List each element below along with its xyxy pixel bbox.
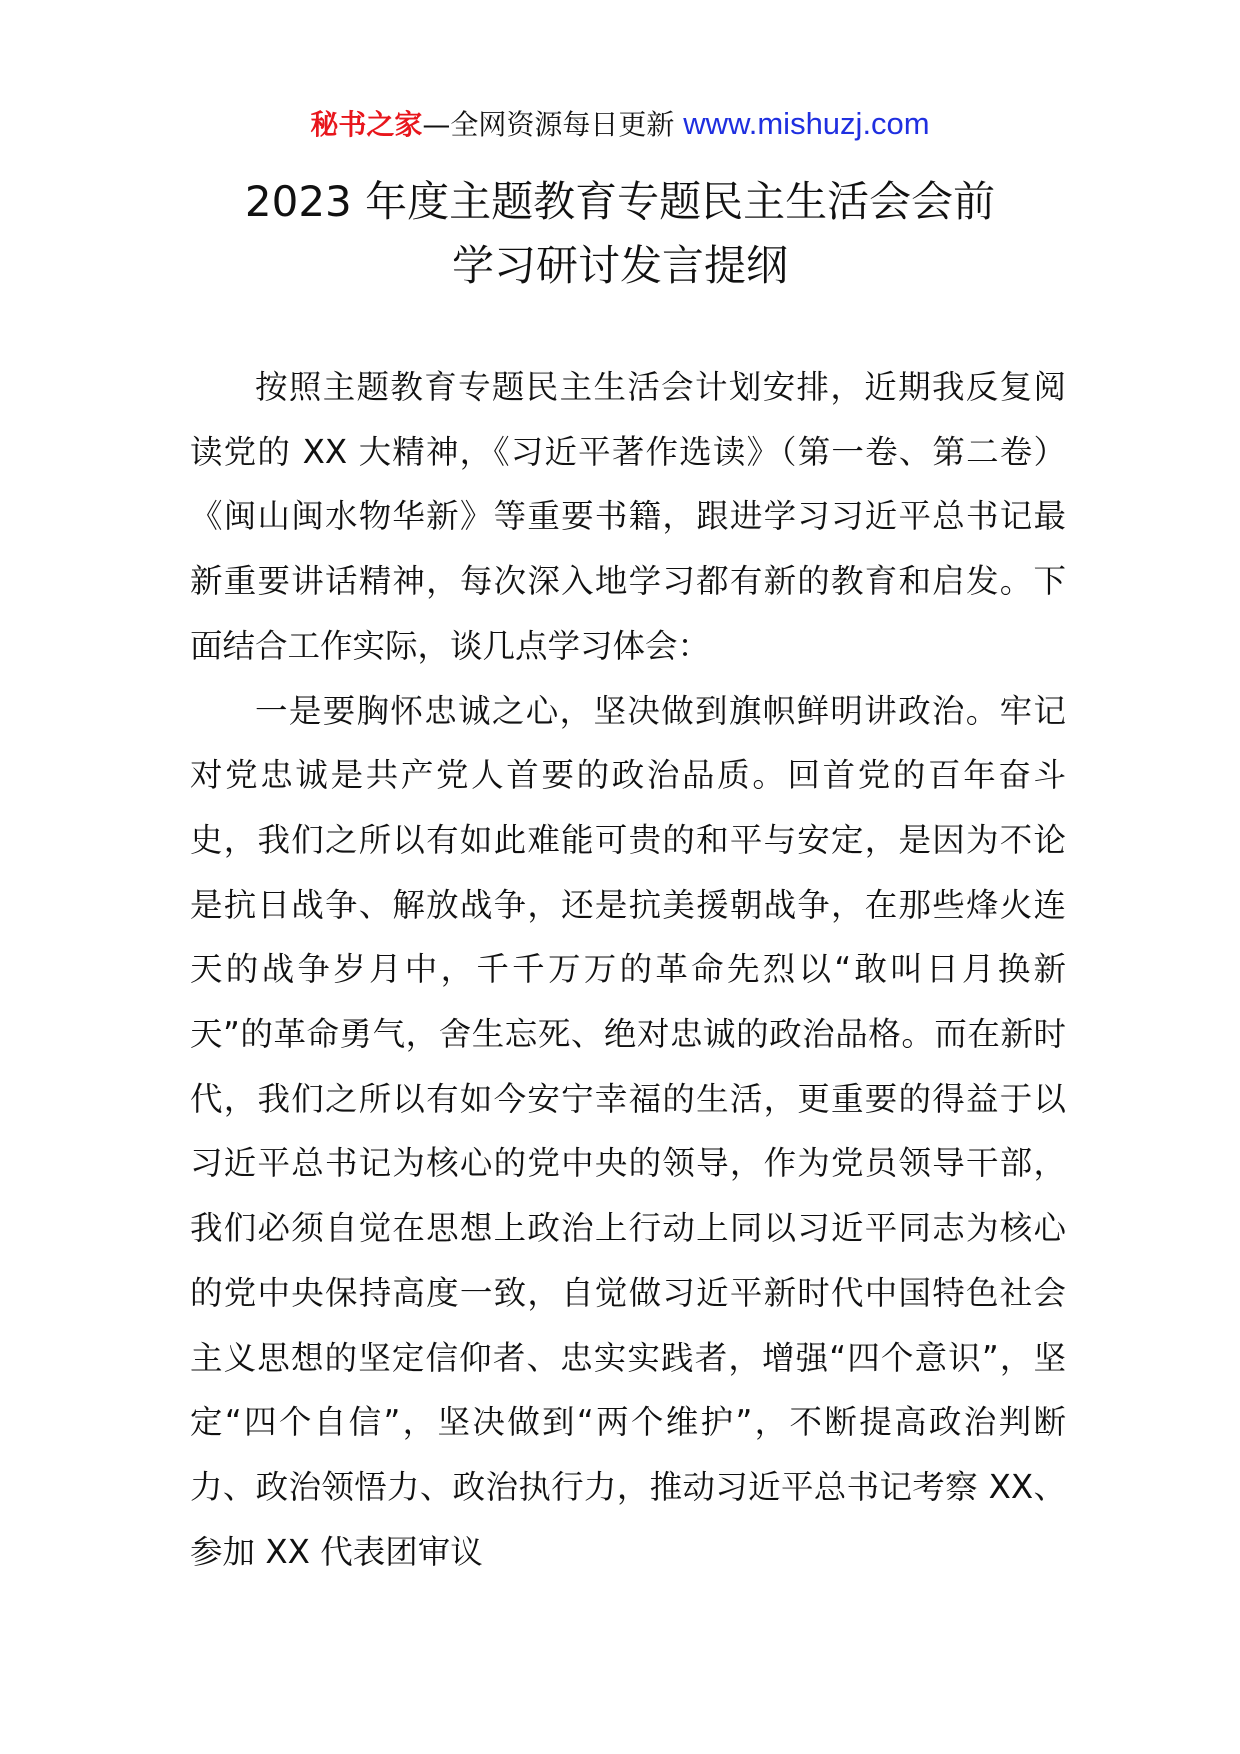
- document-body: [190, 355, 1066, 1584]
- paragraph-intro: 按照主题教育专题民主生活会计划安排，近期我反复阅读党的 XX 大精神，《习近平著作选读》（第一卷、第二卷）《闽山闽水物华新》等重要书籍，跟进学习习近平总书记最新重要讲话精神，每次深入地学习都有新的教育和启发。下面结合工作实际，谈几点学习体会：: [190, 368, 1066, 665]
- point-one-text: 牢记对党忠诚是共产党人首要的政治品质。回首党的百年奋斗史，我们之所以有如此难能可贵的和平与安定，是因为不论是抗日战争、解放战争，还是抗美援朝战争，在那些烽火连天的战争岁月中，千千万万的革命先烈以“敢叫日月换新天”的革命勇气，舍生忘死、绝对忠诚的政治品格。而在新时代，我们之所以有如今安宁幸福的生活，更重要的得益于以习近平总书记为核心的党中央的领导，作为党员领导干部，我们必须自觉在思想上政治上行动上同以习近平同志为核心的党中央保持高度一致，自觉做习近平新时代中国特色社会主义思想的坚定信仰者、忠实实践者，增强“四个意识”，坚定“四个自信”，坚决做到“两个维护”，不断提高政治判断力、政治领悟力、政治执行力，推动习近平总书记考察 XX、参加 XX 代表团审议: [190, 691, 1066, 1571]
- document-title: [0, 170, 1240, 298]
- site-brand: 秘书之家: [310, 108, 423, 141]
- title-line-2: 学习研讨发言提纲: [451, 241, 788, 290]
- point-one-heading: 一是要胸怀忠诚之心，坚决做到旗帜鲜明讲政治。: [255, 691, 1000, 730]
- site-url[interactable]: www.mishuzj.com: [683, 106, 930, 141]
- site-tagline: —全网资源每日更新: [422, 108, 684, 141]
- site-header: [0, 104, 1240, 145]
- title-line-1: 2023 年度主题教育专题民主生活会会前: [244, 177, 996, 226]
- paragraph-point-one: [190, 679, 1066, 1585]
